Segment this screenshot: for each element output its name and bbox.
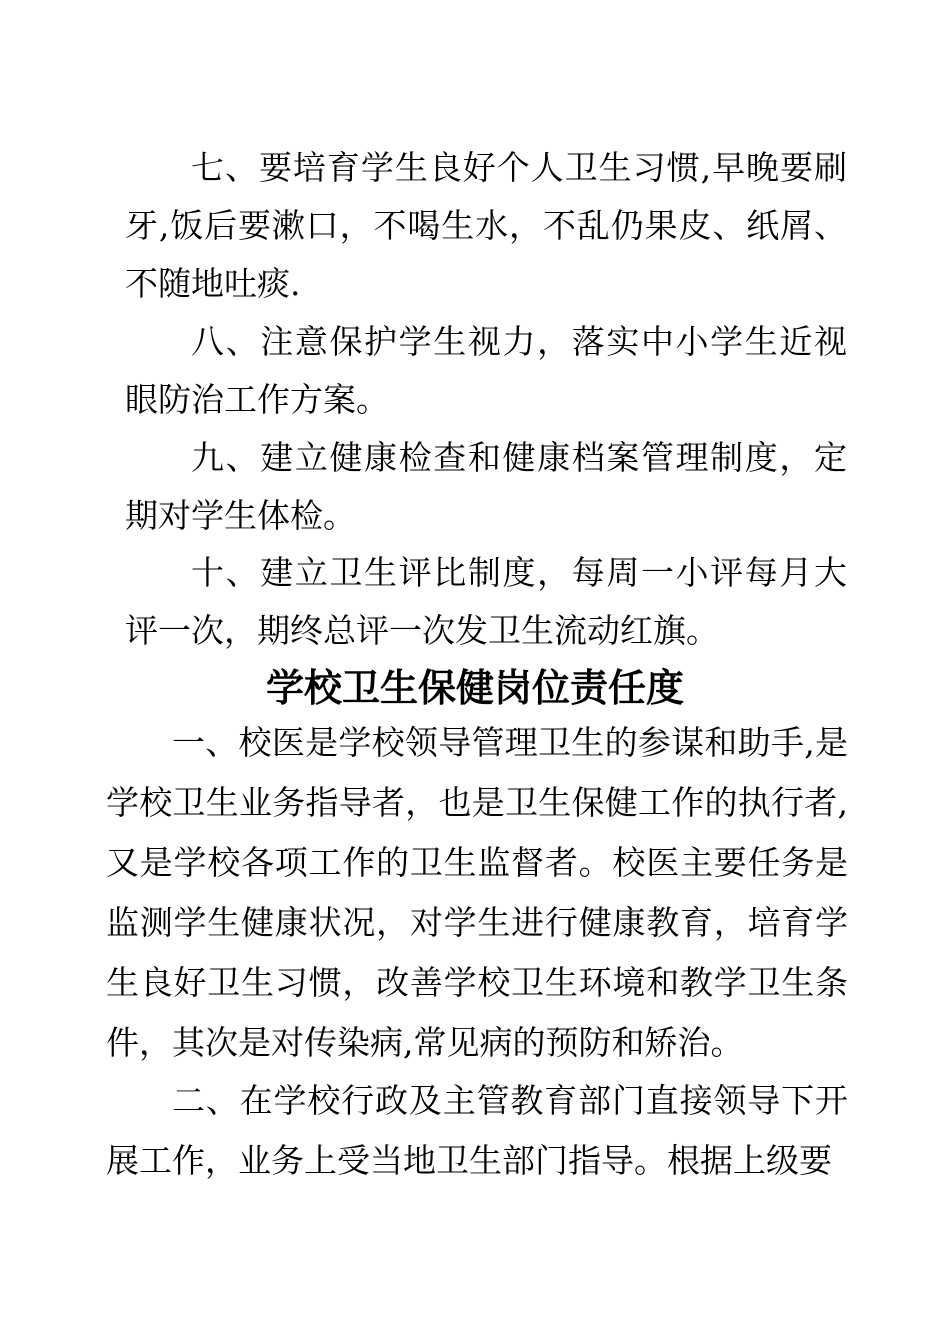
list-item-seven: 七、要培育学生良好个人卫生习惯,早晚要刷牙,饭后要漱口，不喝生水，不乱仍果皮、纸屑、不随地吐痰. (125, 148, 847, 303)
list-item-nine: 九、建立健康检查和健康档案管理制度，定期对学生体检。 (125, 438, 847, 535)
list-item-eight: 八、注意保护学生视力，落实中小学生近视眼防治工作方案。 (125, 322, 847, 419)
section-title: 学校卫生保健岗位责任度 (265, 666, 684, 710)
section-paragraph-one: 一、校医是学校领导管理卫生的参谋和助手,是学校卫生业务指导者，也是卫生保健工作的执行者,又是学校各项工作的卫生监督者。校医主要任务是监测学生健康状况，对学生进行健康教育，培育学生良好卫生习惯，改善学校卫生环境和教学卫生条件，其次是对传染病,常见病的预防和矫治。 (106, 723, 848, 1062)
list-item-ten: 十、建立卫生评比制度，每周一小评每月大评一次，期终总评一次发卫生流动红旗。 (125, 553, 847, 650)
section-paragraph-two: 二、在学校行政及主管教育部门直接领导下开展工作，业务上受当地卫生部门指导。根据上级要 (106, 1081, 848, 1180)
